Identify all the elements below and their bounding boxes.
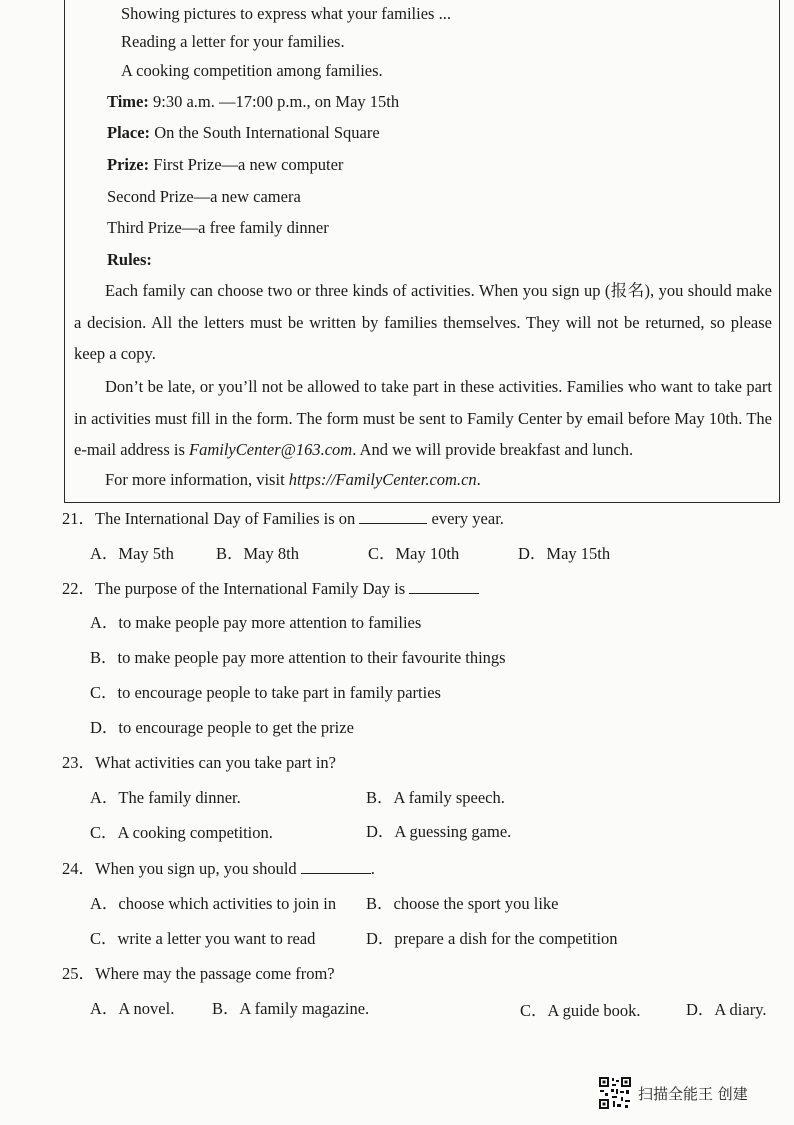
question-25: 25．Where may the passage come from? (62, 964, 335, 983)
option: C．to encourage people to take part in family parties (90, 683, 441, 702)
option: A．A novel. (90, 999, 175, 1018)
scanner-watermark (598, 1076, 748, 1110)
option: A．choose which activities to join in (90, 894, 337, 913)
prize-label: Prize: (107, 155, 150, 174)
option: D．A diary. (686, 1000, 767, 1019)
option: A．May 5th (90, 544, 174, 563)
question-23: 23．What activities can you take part in? (62, 753, 336, 772)
answer-blank (301, 859, 371, 874)
question-stem-end: . (370, 859, 375, 878)
option: B．to make people pay more attention to their favourite things (90, 648, 506, 667)
question-22 (62, 579, 479, 599)
option: D．May 15th (518, 544, 611, 563)
email-address: FamilyCenter@163.com (189, 440, 353, 459)
option: C．A guide book. (520, 1001, 641, 1020)
option: A．to make people pay more attention to families (90, 613, 422, 632)
answer-blank (409, 579, 479, 594)
info-text: For more information, visit (105, 470, 289, 489)
place-line (107, 123, 380, 143)
rules-paragraph-1 (74, 275, 772, 370)
prize-third: Third Prize—a free family dinner (107, 218, 329, 237)
place-value: On the South International Square (154, 123, 380, 142)
question-stem: 22．The purpose of the International Family Day is (62, 579, 406, 598)
option: C．May 10th (368, 544, 460, 563)
question-24 (62, 859, 375, 879)
rules-paragraph-2 (74, 371, 772, 466)
qr-code-icon (598, 1076, 632, 1110)
option: B．May 8th (216, 544, 299, 563)
question-21 (62, 509, 504, 529)
rules-text-2a: Don’t be late, or you’ll not be allowed to take part in these activities. Families who want to take part in activities must fill in the form. The form must be sent to Family Center by email before May 10th. The e-mail address is (74, 377, 772, 459)
question-stem-end: every year. (431, 509, 504, 528)
rules-text-1: Each family can choose two or three kinds of activities. When you sign up (报名), you should make a decision. All the letters must be written by families themselves. They will not be returned, so please keep a copy. (74, 281, 772, 363)
option: B．choose the sport you like (366, 894, 559, 913)
activity-item: Showing pictures to express what your families ... (121, 4, 451, 23)
option: C．write a letter you want to read (90, 929, 316, 948)
question-stem: 21．The International Day of Families is on (62, 509, 356, 528)
option: B．A family magazine. (212, 999, 370, 1018)
rules-label: Rules: (107, 250, 152, 269)
option: D．prepare a dish for the competition (366, 929, 618, 948)
time-line (107, 92, 399, 112)
activity-item: Reading a letter for your families. (121, 32, 345, 51)
watermark-text: 扫描全能王 创建 (638, 1084, 748, 1103)
option: D．to encourage people to get the prize (90, 718, 354, 737)
more-info-line (105, 470, 481, 490)
place-label: Place: (107, 123, 151, 142)
option: C．A cooking competition. (90, 823, 273, 842)
time-label: Time: (107, 92, 149, 111)
option: D．A guessing game. (366, 822, 512, 841)
time-value: 9:30 a.m. —17:00 p.m., on May 15th (152, 92, 400, 111)
info-url: https://FamilyCenter.com.cn (288, 470, 477, 489)
activity-item: A cooking competition among families. (121, 61, 383, 80)
answer-blank (359, 509, 427, 524)
rules-text-2b: . And we will provide breakfast and lunch. (352, 440, 634, 459)
question-stem: 24．When you sign up, you should (62, 859, 297, 878)
option: A．The family dinner. (90, 788, 241, 807)
prize-line (107, 155, 343, 175)
prize-second: Second Prize—a new camera (107, 187, 301, 206)
prize-first: First Prize—a new computer (153, 155, 344, 174)
option: B．A family speech. (366, 788, 505, 807)
info-end: . (476, 470, 481, 489)
